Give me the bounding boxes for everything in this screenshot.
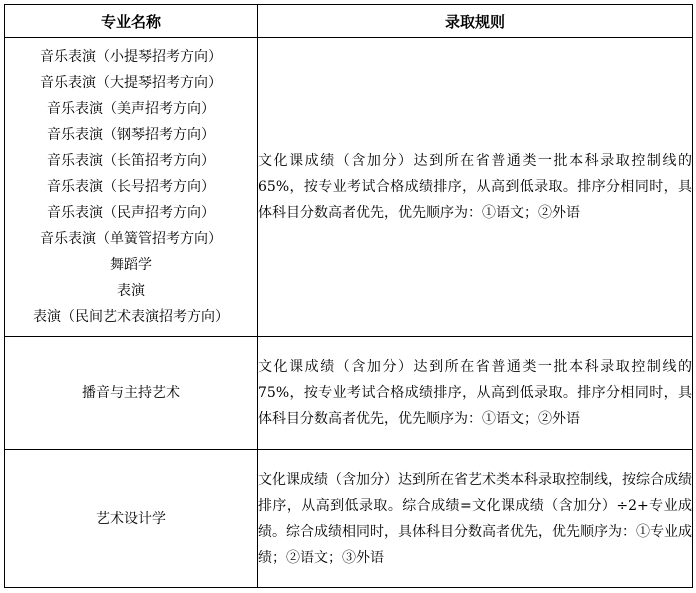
admission-rule-cell: [258, 38, 693, 337]
header-major-name: 专业名称: [5, 5, 258, 38]
major-name: 音乐表演（美声招考方向）: [47, 101, 215, 117]
major-name-cell: [5, 337, 258, 450]
major-name: 播音与主持艺术: [82, 385, 180, 401]
table-row: [5, 38, 693, 337]
major-name: 音乐表演（民声招考方向）: [47, 205, 215, 221]
admission-rule-cell: [258, 450, 693, 588]
admission-rule-text: 文化课成绩（含加分）达到所在省普通类一批本科录取控制线的75%，按专业考试合格成绩排序，从高到低录取。排序分相同时，具体科目分数高者优先，优先顺序为：①语文；②外语: [258, 359, 692, 427]
major-name: 音乐表演（长号招考方向）: [47, 179, 215, 195]
major-name: 表演: [117, 283, 145, 299]
major-name-cell: [5, 450, 258, 588]
major-name: 舞蹈学: [110, 257, 152, 273]
major-name: 音乐表演（单簧管招考方向）: [40, 231, 222, 247]
major-name: 表演（民间艺术表演招考方向）: [33, 309, 229, 325]
major-name: 音乐表演（长笛招考方向）: [47, 153, 215, 169]
table-header-row: [5, 5, 693, 38]
major-name: 音乐表演（钢琴招考方向）: [47, 127, 215, 143]
admission-rules-table: [4, 4, 693, 588]
major-name-cell: [5, 38, 258, 337]
header-admission-rule: 录取规则: [258, 5, 693, 38]
major-name: 艺术设计学: [96, 510, 166, 527]
table-row: [5, 450, 693, 588]
admission-rule-cell: [258, 337, 693, 450]
major-name: 音乐表演（小提琴招考方向）: [40, 49, 222, 65]
table-row: [5, 337, 693, 450]
major-name: 音乐表演（大提琴招考方向）: [40, 75, 222, 91]
admission-rule-text: 文化课成绩（含加分）达到所在省普通类一批本科录取控制线的65%，按专业考试合格成绩排序，从高到低录取。排序分相同时，具体科目分数高者优先，优先顺序为：①语文；②外语: [258, 153, 692, 221]
admission-rule-text: 文化课成绩（含加分）达到所在省艺术类本科录取控制线，按综合成绩排序，从高到低录取。综合成绩=文化课成绩（含加分）÷2+专业成绩。综合成绩相同时，具体科目分数高者优先，优先顺序为：①专业成绩；②语文；③外语: [258, 471, 692, 566]
